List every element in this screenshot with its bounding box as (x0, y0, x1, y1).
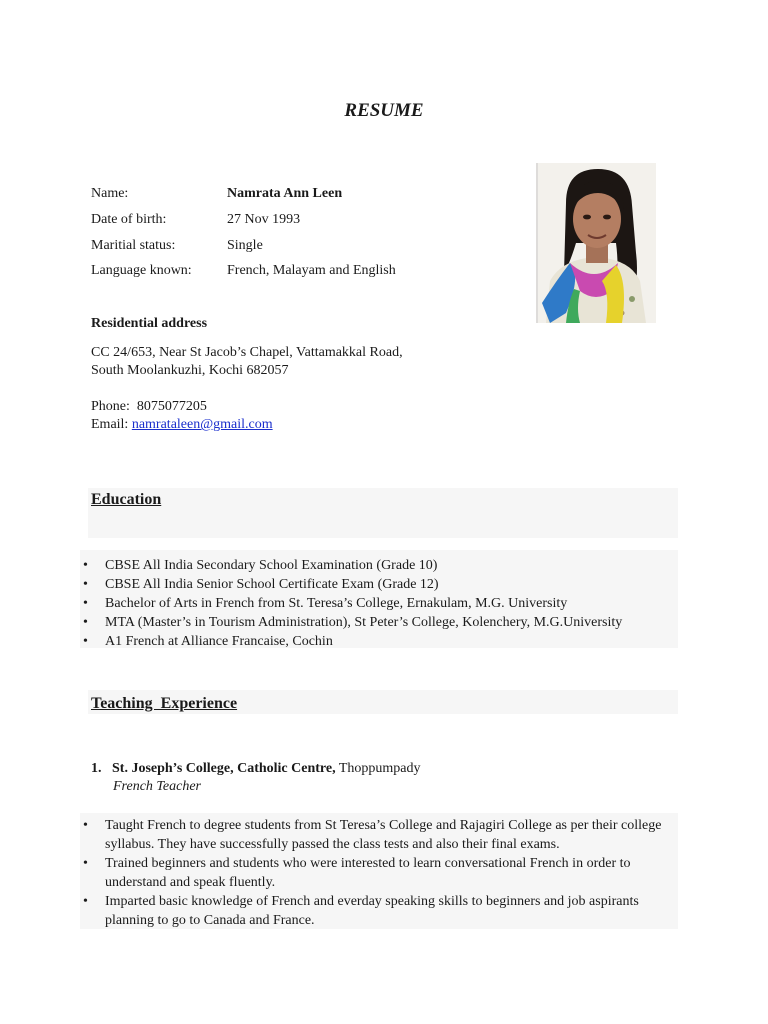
bullet-icon: • (83, 894, 88, 909)
list-item: • Imparted basic knowledge of French and everday speaking skills to beginners and job aspirants planning to go to Canada and France. (83, 894, 639, 928)
name-value: Namrata Ann Leen (227, 186, 343, 201)
education-list (83, 556, 683, 651)
list-item: • CBSE All India Secondary School Examination (Grade 10) (83, 558, 438, 573)
email-link[interactable]: namrataleen@gmail.com (131, 417, 273, 432)
language-label: Language known: (91, 263, 192, 278)
profile-photo (536, 163, 656, 323)
marital-status-value: Single (227, 238, 263, 253)
bullet-icon: • (83, 596, 88, 611)
list-item: • Bachelor of Arts in French from St. Teresa’s College, Ernakulam, M.G. University (83, 596, 568, 611)
address-line-2: South Moolankuzhi, Kochi 682057 (91, 363, 289, 378)
phone-label: Phone: (91, 399, 130, 414)
portrait-illustration (536, 163, 656, 323)
list-item: • Trained beginners and students who were interested to learn conversational French in order to understand and speak fluently. (83, 856, 631, 890)
education-heading: Education (91, 491, 162, 508)
list-item: • MTA (Master’s in Tourism Administration), St Peter’s College, Kolenchery, M.G.University (83, 615, 623, 630)
email-row (91, 417, 273, 433)
dob-label: Date of birth: (91, 212, 167, 227)
language-value: French, Malayam and English (227, 263, 396, 278)
bullet-icon: • (83, 615, 88, 630)
marital-status-label: Maritial status: (91, 238, 176, 253)
job-place: Thoppumpady (338, 761, 421, 776)
education-heading-band (88, 488, 678, 538)
job-entry (91, 761, 421, 777)
bullet-icon: • (83, 558, 88, 573)
list-item: • Taught French to degree students from St Teresa’s College and Rajagiri College as per their college syllabus. They have successfully passed the class tests and also their final exams. (83, 818, 662, 852)
list-item: • CBSE All India Senior School Certificate Exam (Grade 12) (83, 577, 439, 592)
name-label: Name: (91, 186, 129, 201)
resume-title: RESUME (344, 100, 424, 121)
phone-value: 8075077205 (136, 399, 207, 414)
job-role: French Teacher (113, 779, 201, 794)
bullet-icon: • (83, 577, 88, 592)
address-line-1: CC 24/653, Near St Jacob’s Chapel, Vattamakkal Road, (91, 345, 403, 360)
bullet-icon: • (83, 634, 88, 649)
duties-list (83, 816, 673, 930)
dob-value: 27 Nov 1993 (227, 212, 301, 227)
bullet-icon: • (83, 818, 88, 833)
address-heading: Residential address (91, 316, 208, 331)
job-institution: St. Joseph’s College, Catholic Centre, (112, 761, 336, 776)
bullet-icon: • (83, 856, 88, 871)
list-item: • A1 French at Alliance Francaise, Cochin (83, 634, 333, 649)
email-label: Email: (91, 417, 129, 432)
job-number: 1. (91, 761, 102, 776)
phone-row (91, 399, 207, 415)
teaching-heading: Teaching Experience (91, 695, 238, 712)
